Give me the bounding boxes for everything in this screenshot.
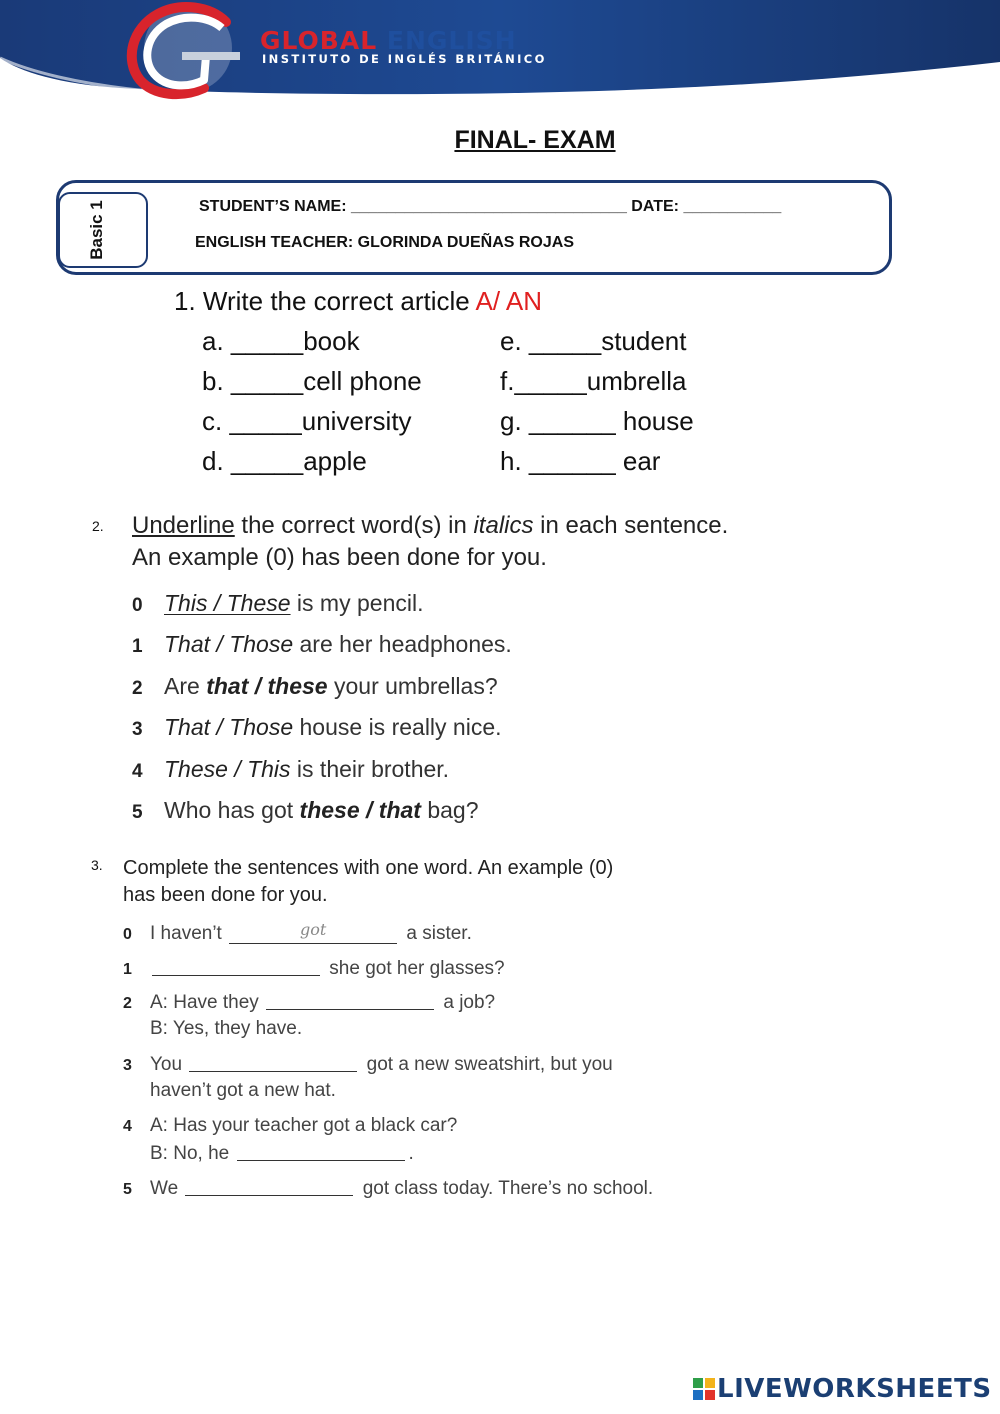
section3-row-5 [123,1177,653,1200]
answer-options[interactable]: That / Those [164,714,294,740]
row-pre: A: Has your teacher got a black car? [150,1115,458,1136]
section2-row-4 [132,756,449,783]
section3-row-3 [123,1053,613,1076]
row-post: she got her glasses? [329,958,505,979]
row-post: is my pencil. [290,590,424,616]
row-number: 3 [123,1057,132,1074]
student-name-date-line[interactable]: STUDENT’S NAME: _______________________________ DATE: ___________ [199,198,782,215]
section3-row-2-cont: B: Yes, they have. [150,1018,303,1039]
teacher-line: ENGLISH TEACHER: GLORINDA DUEÑAS ROJAS [195,234,574,251]
article-item-e[interactable]: e. _____student [500,326,687,356]
section2-instruction-line2: An example (0) has been done for you. [132,544,547,571]
example-blank [229,920,397,944]
article-item-f[interactable]: f._____umbrella [500,366,687,396]
row-number: 4 [132,761,143,782]
row-post: got class today. There’s no school. [362,1178,654,1199]
section2-italic-word: italics [473,512,534,539]
logo-title-english: ENGLISH [386,26,517,55]
row-pre: A: Have they [150,992,259,1013]
section2-row-5 [132,797,479,824]
article-item-g[interactable]: g. ______ house [500,406,694,436]
answer-blank[interactable] [152,957,320,976]
logo-title-global: GLOBAL [260,26,378,55]
row-pre: We [150,1178,179,1199]
section3-row-4-cont: B: No, he . [150,1143,414,1164]
level-text: Basic 1 [87,200,106,260]
row-post: a sister. [406,923,472,944]
article-item-c[interactable]: c. _____university [202,406,412,436]
liveworksheets-brand[interactable] [693,1374,992,1406]
section3-instruction-line2: has been done for you. [123,884,328,906]
section1-heading-text: 1. Write the correct article [174,286,476,316]
section3-number: 3. [91,857,103,873]
row-number: 1 [123,961,132,978]
section3-row-0 [123,920,472,945]
section2-instruction [132,512,728,540]
row-post: a job? [443,992,496,1013]
row-number: 1 [132,636,143,657]
liveworksheets-text: LIVEWORKSHEETS [717,1374,992,1404]
row-post: your umbrellas? [327,673,498,699]
row-pre: You [150,1054,183,1075]
row-number: 5 [123,1181,132,1198]
liveworksheets-logo-icon [693,1378,715,1400]
section2-row-2 [132,673,498,700]
section2-instruction-rest: the correct word(s) in [234,512,474,539]
row-number: 4 [123,1118,132,1135]
answer-options[interactable]: These / This [164,756,291,782]
section2-row-3 [132,714,502,741]
answer-blank[interactable] [189,1053,357,1072]
row-post: got a new sweatshirt, but you [366,1054,613,1075]
page-title: FINAL- EXAM [454,126,616,154]
article-item-h[interactable]: h. ______ ear [500,446,661,476]
row-number: 2 [123,995,132,1012]
section3-row-4 [123,1115,457,1137]
section3-row-2 [123,991,495,1014]
logo-title [260,26,517,55]
section2-row-0 [132,590,423,617]
row-number: 2 [132,678,143,699]
example-word: got [299,920,327,939]
row-number: 5 [132,802,143,823]
section1-heading-highlight: A/ AN [475,286,542,316]
article-item-b[interactable]: b. _____cell phone [202,366,422,396]
row-post: is their brother. [290,756,450,782]
answer-blank[interactable] [185,1177,353,1196]
logo-subtitle: INSTITUTO DE INGLÉS BRITÁNICO [262,52,547,66]
row-post: house is really nice. [293,714,502,740]
row-pre: I haven’t [150,923,222,944]
row-number: 0 [123,926,132,943]
section2-row-1 [132,631,512,658]
row-pre: Who has got [164,797,300,823]
answer-options[interactable]: That / Those [164,631,294,657]
article-item-d[interactable]: d. _____apple [202,446,367,476]
row-number: 3 [132,719,143,740]
answer-blank[interactable] [266,991,434,1010]
section3-row-3-cont: haven’t got a new hat. [150,1080,336,1101]
row-post: are her headphones. [293,631,512,657]
section2-number: 2. [92,518,104,534]
section2-underline-word: Underline [132,512,235,539]
row-number: 0 [132,595,143,616]
row-post: bag? [420,797,479,823]
article-item-a[interactable]: a. _____book [202,326,360,356]
example-answer-option: This / These [164,590,291,616]
answer-blank[interactable] [237,1142,405,1161]
answer-options[interactable]: that / these [206,673,328,699]
level-label [88,187,106,273]
section3-instruction-line1: Complete the sentences with one word. An example (0) [123,857,614,879]
row-cont: B: No, he [150,1143,230,1164]
row-pre: Are [164,673,207,699]
section1-heading [174,286,542,317]
section2-instruction-end: in each sentence. [533,512,729,539]
section3-row-1 [123,957,505,980]
answer-options[interactable]: these / that [299,797,421,823]
student-info-box [56,180,892,275]
